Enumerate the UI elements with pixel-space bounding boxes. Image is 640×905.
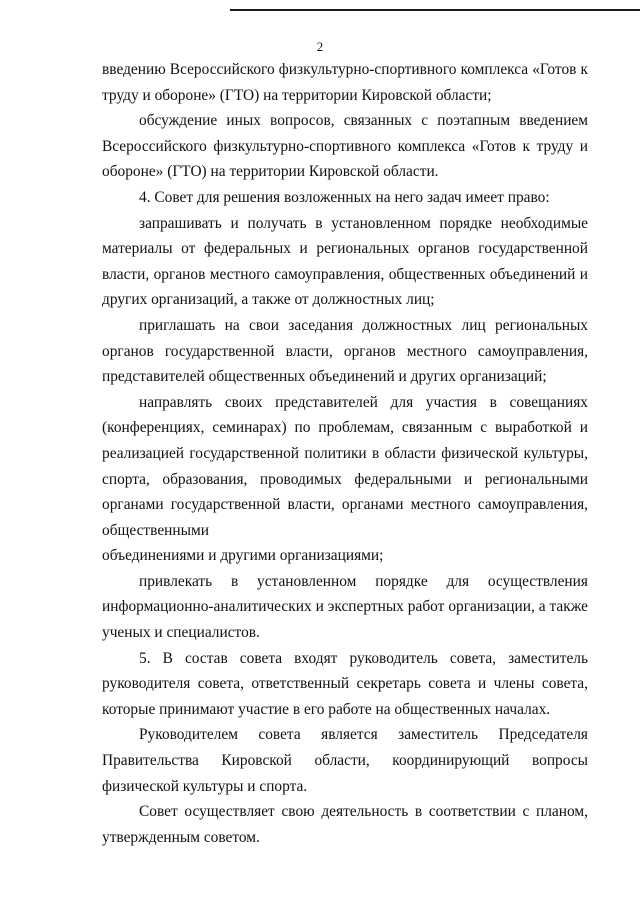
paragraph-council-head: Руководителем совета является заместитель Председателя Правительства Кировской области, координирующий вопросы физической культуры и спорта. [102,726,588,795]
paragraph-engage-experts: привлекать в установленном порядке для осуществления информационно-аналитических и экспертных работ организации, а также ученых и специалистов. [102,572,588,642]
paragraph-send-representatives-continued: объединениями и другими организациями; [102,547,384,565]
paragraph-invite-officials: приглашать на свои заседания должностных лиц региональных органов государственной власти, органов местного самоуправления, представителей общественных объединений и других организаций; [102,316,588,386]
paragraph-request-materials: запрашивать и получать в установленном порядке необходимые материалы от федеральных и региональных органов государственной власти, органов местного самоуправления, общественных объединений и других организаций, а также от должностных лиц; [102,214,588,309]
paragraph-discussion: обсуждение иных вопросов, связанных с поэтапным введением Всероссийского физкультурно-спортивного комплекса «Готов к труду и обороне» (ГТО) на территории Кировской области. [102,112,588,181]
paragraph-section-5-composition: 5. В состав совета входят руководитель совета, заместитель руководителя совета, ответственный секретарь совета и члены совета, которые принимают участие в его работе на общественных началах. [102,649,588,718]
paragraph-council-plan: Совет осуществляет свою деятельность в соответствии с планом, утвержденным советом. [102,803,588,846]
paragraph-continuation: введению Всероссийского физкультурно-спортивного комплекса «Готов к труду и обороне» (ГТО) на территории Кировской области; [102,61,588,104]
paragraph-section-4-heading: 4. Совет для решения возложенных на него задач имеет право: [139,188,550,206]
document-body [102,57,588,850]
paragraph-send-representatives: направлять своих представителей для участия в совещаниях (конференциях, семинарах) по проблемам, связанным с выработкой и реализацией государственной политики в области физической культуры, спорта, образования, проводимых федеральными и региональными органами государственной власти, органами местного самоуправления, общественными [102,393,588,539]
top-rule [230,9,640,11]
page-number: 2 [316,39,324,54]
